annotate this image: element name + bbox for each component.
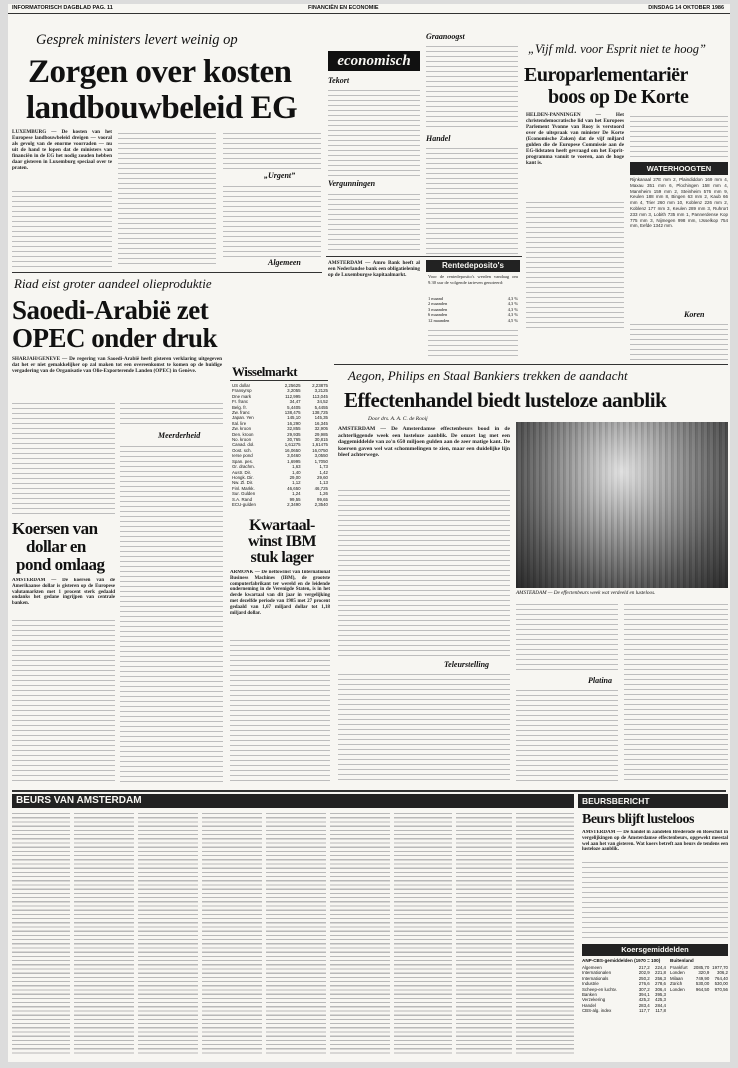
koersgemiddelden-row-cell: Industrie <box>582 981 599 987</box>
beurs-column <box>138 810 198 1056</box>
wisselmarkt-row-cell: 2,23875 <box>312 383 328 388</box>
wisselmarkt-row-cell: ECU-gulden <box>232 501 256 507</box>
header-center: FINANCIËN EN ECONOMIE <box>308 5 379 11</box>
wisselmarkt-row <box>232 502 328 507</box>
wisselmarkt-row-cell: 138,725 <box>312 410 328 416</box>
wisselmarkt-row-cell: 34,52 <box>317 399 328 405</box>
effecten-subhead-platina: Platina <box>588 676 613 685</box>
wisselmarkt-row-cell: No. kroon <box>232 437 252 443</box>
wisselmarkt-row-cell: Span. pes. <box>232 458 253 464</box>
rentedeposito-row <box>428 318 518 323</box>
wisselmarkt-title: Wisselmarkt <box>232 364 298 379</box>
beurs-title: BEURS VAN AMSTERDAM <box>12 794 574 808</box>
koersgemiddelden-row-cell: 283,4 <box>638 1002 650 1008</box>
buitenland-row <box>670 987 728 992</box>
buitenland-row-cell: 320,9 <box>698 970 710 976</box>
beurs-column <box>266 810 326 1056</box>
beurs-column <box>330 810 390 1056</box>
beurs-column <box>12 810 70 1056</box>
wisselmarkt-row-cell: 145,10 <box>287 415 301 421</box>
wisselmarkt-row-cell: Gr. drachm. <box>232 464 255 470</box>
koersgemiddelden-row-cell: 425,2 <box>638 997 650 1003</box>
koersgemiddelden-right-head: Buitenland <box>670 958 694 963</box>
opec-headline-2: OPEC onder druk <box>12 323 218 353</box>
koersgemiddelden-row-cell: 306,4 <box>655 986 666 992</box>
wisselmarkt-row-cell: 1,24 <box>292 491 301 497</box>
koersgemiddelden-row-cell: 394,1 <box>638 992 650 998</box>
wisselmarkt-row-cell: Austr. Dir. <box>232 469 252 475</box>
divider <box>230 380 328 381</box>
effecten-body-2 <box>338 670 510 782</box>
economisch-subhead-vergunningen: Vergunningen <box>328 179 376 188</box>
opec-headline-1: Saoedi-Arabië zet <box>12 295 209 325</box>
koersgemiddelden-row-cell: 221,8 <box>655 970 666 976</box>
ibm-headline-3: stuk lager <box>250 549 314 566</box>
buitenland-row-cell: 1977,70 <box>712 965 728 970</box>
wisselmarkt-row-cell: Belg. fr. <box>232 404 247 410</box>
rentedeposito-row-cell: 4,3 % <box>507 296 518 301</box>
dollar-headline-3: pond omlaag <box>16 555 105 574</box>
beursbericht-body <box>582 858 728 940</box>
wisselmarkt-row-cell: Oost. sch. <box>232 447 252 453</box>
wisselmarkt-row-cell: Zw. kroon <box>232 426 252 432</box>
wisselmarkt-row-cell: 99,55 <box>289 496 301 502</box>
divider <box>334 364 728 365</box>
dollar-headline-1: Koersen van <box>12 519 98 538</box>
koersgemiddelden-row-cell: 224,4 <box>655 965 666 970</box>
economisch-subhead-handel: Handel <box>426 134 451 143</box>
economisch-body-3 <box>426 42 518 130</box>
eg-lead: LUXEMBURG — De kosten van het Europese landbouwbeleid dreigen — vooral als gevolg van de enorme voorraden — nu uit de hand te lopen dat de ministers van financiën in de EG het nodig zouden hebben daar gisteren in Luxemburg speciaal over te praten. <box>12 129 112 171</box>
effecten-subhead-teleurstelling: Teleurstelling <box>444 660 490 669</box>
beurs-column <box>74 810 134 1056</box>
wisselmarkt-row-cell: 1,13 <box>319 480 328 486</box>
koersgemiddelden-row-cell: 250,2 <box>638 975 650 981</box>
eg-subhead-algemeen: Algemeen <box>268 258 301 267</box>
beursbericht-title: BEURSBERICHT <box>578 794 728 808</box>
wisselmarkt-row-cell: 138,475 <box>284 410 301 416</box>
rentedeposito-table <box>428 296 518 323</box>
koersgemiddelden-row-cell: CBS-alg. index <box>582 1008 612 1014</box>
wisselmarkt-row-cell: Finl. Markk. <box>232 485 255 491</box>
wisselmarkt-row-cell: 3,0460 <box>287 453 301 459</box>
eg-kicker: Gesprek ministers levert weinig op <box>36 32 238 48</box>
wisselmarkt-row-cell: Fr. franc <box>232 399 249 405</box>
koersgemiddelden-row-cell: Handel <box>582 1002 596 1008</box>
koersgemiddelden-row-cell: 117,8 <box>655 1008 666 1014</box>
koersgemiddelden-row-cell: 278,6 <box>655 981 666 987</box>
wisselmarkt-row-cell: 1,42 <box>319 469 328 475</box>
economisch-body-4 <box>426 144 518 254</box>
wisselmarkt-row-cell: 29,00 <box>289 474 301 480</box>
opec-body-col-2b <box>120 442 223 782</box>
ibm-body <box>230 636 330 782</box>
beursbericht-headline: Beurs blijft lusteloos <box>582 812 694 827</box>
buitenland-row-cell: 970,56 <box>714 986 728 992</box>
opec-body-col-1 <box>12 399 115 517</box>
rentedeposito-row-cell: 2 maanden <box>428 301 448 307</box>
buitenland-row-cell: 764,40 <box>714 975 728 981</box>
ibm-lead: ARMONK — De nettowinst van International Business Machines (IBM), de grootste computerfabrikant ter wereld en de leidende onderneming in de Verenigde Staten, is in het derde kwartaal van dit jaar in vergelijking met dezelfde periode van 1985 met 27 procent gedaald van 1,67 miljard dollar tot 1,18 miljard dollar. <box>230 570 330 616</box>
buitenland-row-cell: 964,50 <box>695 986 710 992</box>
buitenland-row-cell: 530,00 <box>714 981 728 987</box>
koersgemiddelden-row-cell: 117,7 <box>639 1008 650 1014</box>
effecten-headline: Effectenhandel biedt lusteloze aanblik <box>344 388 667 412</box>
wisselmarkt-row-cell: 1,63 <box>292 464 301 470</box>
opec-lead: SHARJAH/GENEVE — De regering van Saoedi-Arabië heeft gisteren verklaring uitgegeven dat het er niet gemakkelijker op zal maken tot een overeenkomst te komen op de huidige vergadering van de Organisatie van Olie-Exporterende Landen (OPEC) in Genève. <box>12 356 222 374</box>
buitenland-row-cell: Frankfurt <box>670 965 688 970</box>
wisselmarkt-row-cell: 16,345 <box>314 420 328 426</box>
wisselmarkt-row-cell: Ierse pond <box>232 453 253 459</box>
effecten-byline: Door drs. A. A. C. de Rooij <box>368 416 428 422</box>
opec-kicker: Riad eist groter aandeel olieproduktie <box>14 276 212 291</box>
beurs-column <box>202 810 262 1056</box>
rentedeposito-row-cell: 4,5 % <box>507 317 518 323</box>
effecten-body-5 <box>624 600 728 782</box>
parlement-lead: HELDEN-PANNINGEN — Het christendemocratische lid van het Europees Parlement Yvonne van Rooy is verstoord over de uitspraak van minister De Korte (Economische Zaken) dat de vijf miljard gulden die de Europese Commissie aan de EG-lidstaten heeft gevraagd om het Esprit-programma vanuit te voeren, aan de hoge kant is. <box>526 112 624 166</box>
wisselmarkt-row-cell: 5,4455 <box>314 404 328 410</box>
koersgemiddelden-row-cell: 256,3 <box>655 975 666 981</box>
parlement-headline-2: boos op De Korte <box>548 86 689 108</box>
eg-body-col-1 <box>12 187 112 267</box>
eg-headline-2: landbouwbeleid EG <box>26 90 298 126</box>
wisselmarkt-row-cell: 1,73 <box>319 464 328 470</box>
rentedeposito-row-cell: 3 maanden <box>428 306 448 312</box>
wisselmarkt-row-cell: 112,995 <box>285 393 301 399</box>
ibm-headline-2: winst IBM <box>248 533 316 550</box>
wisselmarkt-row-cell: Canad. dol. <box>232 442 255 448</box>
dollar-lead: AMSTERDAM — De koersen van de Amerikaanse dollar is gisteren op de Europese valutamarkten met 1 procent sterk gedaald ondanks het gedane ingrijpen van centrale banken. <box>12 578 115 607</box>
buitenland-row-cell: 749,90 <box>695 975 710 981</box>
koersgemiddelden-row-cell: 217,2 <box>638 965 650 970</box>
beurs-column <box>394 810 452 1056</box>
dollar-headline-2: dollar en <box>26 537 86 556</box>
wisselmarkt-row-cell: Den. kroon <box>232 431 254 437</box>
wisselmarkt-row-cell: 16,0650 <box>284 447 301 453</box>
wisselmarkt-row-cell: Zw. franc <box>232 410 250 416</box>
wisselmarkt-row-cell: 2,25625 <box>284 383 301 388</box>
newspaper-page <box>8 4 730 1062</box>
wisselmarkt-row-cell: 99,65 <box>317 496 328 502</box>
wisselmarkt-row-cell: Sur. Gulden <box>232 491 256 497</box>
parlement-kicker: „Vijf mld. voor Esprit niet te hoog” <box>528 42 706 56</box>
koersgemiddelden-row-cell: 276,6 <box>638 981 650 987</box>
wisselmarkt-row-cell: 2,3540 <box>314 501 328 507</box>
ibm-headline-1: Kwartaal- <box>249 517 315 534</box>
wisselmarkt-row-cell: 32,905 <box>314 426 328 432</box>
rentedeposito-row-cell: 6 maanden <box>428 312 448 318</box>
waterhoogten-title: WATERHOOGTEN <box>630 162 728 175</box>
wisselmarkt-row-cell: 3,0550 <box>314 453 328 459</box>
rentedeposito-body <box>428 326 518 360</box>
wisselmarkt-table <box>232 383 328 507</box>
economisch-body-1 <box>328 86 420 176</box>
wisselmarkt-row-cell: 5,4405 <box>287 404 301 410</box>
wisselmarkt-row-cell: 29,985 <box>314 431 328 437</box>
economisch-subhead-tekort: Tekort <box>328 76 350 85</box>
beurs-column <box>456 810 512 1056</box>
beurs-column <box>516 810 574 1056</box>
wisselmarkt-row-cell: Fransyrsp <box>232 388 252 394</box>
rentedeposito-title: Rentedeposito's <box>426 260 520 272</box>
photo-caption: AMSTERDAM — De effectenbeurs week wat verdeeld en lusteloos. <box>516 590 656 596</box>
wisselmarkt-row-cell: 46,725 <box>314 485 328 491</box>
amro-lead: AMSTERDAM — Amro Bank heeft al een Nederlandse bank een obligatielening op de Luxemburgse kapitaalmarkt. <box>328 260 420 278</box>
wisselmarkt-row-cell: 1,26 <box>319 491 328 497</box>
wisselmarkt-row-cell: 1,7050 <box>314 458 328 464</box>
eg-body-col-3 <box>223 129 321 169</box>
buitenland-row-cell: Londen <box>670 970 685 976</box>
koersgemiddelden-row-cell: Banken <box>582 992 597 998</box>
rentedeposito-row-cell: 4,3 % <box>507 301 518 307</box>
wisselmarkt-row-cell: 3,2055 <box>287 388 301 394</box>
stock-exchange-photo <box>516 422 728 588</box>
buitenland-table <box>670 965 728 992</box>
koersgemiddelden-row-cell: 425,3 <box>655 997 666 1003</box>
koersgemiddelden-row-cell: 284,4 <box>655 1002 666 1008</box>
wisselmarkt-row-cell: 29,935 <box>287 431 301 437</box>
parlement-body-col-2 <box>630 112 728 158</box>
wisselmarkt-row-cell: 32,855 <box>287 426 301 432</box>
koersgemiddelden-row-cell: Scheep-en luchtv. <box>582 986 617 992</box>
rentedeposito-row-cell: 4,3 % <box>507 312 518 318</box>
koersgemiddelden-table <box>582 965 666 1014</box>
divider <box>326 256 522 257</box>
wisselmarkt-row-cell: 30,815 <box>314 437 328 443</box>
wisselmarkt-row-cell: 16,0750 <box>312 447 328 453</box>
koersgemiddelden-row-cell: 307,2 <box>638 986 650 992</box>
wisselmarkt-row-cell: 29,60 <box>317 474 328 480</box>
buitenland-row-cell: 530,00 <box>695 981 710 987</box>
buitenland-row-cell: 2085,70 <box>693 965 710 970</box>
wisselmarkt-row-cell: 1,40 <box>292 469 301 475</box>
buitenland-row-cell: Zürich <box>670 981 683 987</box>
header-right: DINSDAG 14 OKTOBER 1986 <box>648 5 724 11</box>
koersgemiddelden-row <box>582 1008 666 1013</box>
buitenland-row <box>670 981 728 986</box>
wisselmarkt-row-cell: Japan. Yen <box>232 415 254 421</box>
parlement-subhead-koren: Koren <box>684 310 705 319</box>
page-header <box>8 4 730 14</box>
koersgemiddelden-row-cell: Internationals <box>582 975 609 981</box>
header-left: INFORMATORISCH DAGBLAD PAG. 11 <box>12 5 113 11</box>
opec-subhead-meerderheid: Meerderheid <box>158 431 201 440</box>
koersgemiddelden-row-cell: Internationalen <box>582 970 612 976</box>
effecten-body-4 <box>516 686 618 782</box>
parlement-body-col-1 <box>526 198 624 328</box>
rentedeposito-row-cell: 4,3 % <box>507 306 518 312</box>
wisselmarkt-row-cell: 46,650 <box>287 485 301 491</box>
economisch-logo: economisch <box>328 51 420 71</box>
eg-subhead-urgent: „Urgent” <box>264 171 296 180</box>
wisselmarkt-row-cell: 3,2125 <box>314 388 328 394</box>
rentedeposito-row-cell: 12 maanden <box>428 317 450 323</box>
economisch-body-2 <box>328 190 420 252</box>
opec-body-col-2 <box>120 399 223 427</box>
wisselmarkt-row-cell: 1,61475 <box>312 442 328 448</box>
buitenland-row-cell: Londen <box>670 986 685 992</box>
dollar-body <box>12 616 115 782</box>
parlement-headline-1: Europarlementariër <box>524 64 688 86</box>
effecten-body-1 <box>338 486 510 656</box>
parlement-body-col-2b <box>630 320 728 360</box>
wisselmarkt-row-cell: 1,61275 <box>284 442 301 448</box>
divider <box>12 272 322 273</box>
divider <box>12 790 726 792</box>
wisselmarkt-row-cell: 34,47 <box>289 399 301 405</box>
beursbericht-lead: AMSTERDAM — De handel in aandelen Brederode en Boeschut in vergelijkingen op de Amsterdamse effectenbeurs, opgewekt meestal wel aan het van gisteren. Wat koers betreft aan beurs de tendens een lusteloze aanblik. <box>582 830 728 853</box>
wisselmarkt-row-cell: 1,6995 <box>287 458 301 464</box>
koersgemiddelden-title: Koersgemiddelden <box>582 944 728 956</box>
wisselmarkt-row-cell: US dollar <box>232 383 251 388</box>
wisselmarkt-row-cell: 113,045 <box>312 393 328 399</box>
wisselmarkt-row-cell: Ital. lire <box>232 420 247 426</box>
buitenland-row-cell: Milaan <box>670 975 683 981</box>
buitenland-row-cell: 306,2 <box>717 970 728 976</box>
waterhoogten-text: Rijnkanaal 27E mm 2, Plaindiddon 169 mm 4, Maxau 351 mm 6, Plochingen 158 mm 4, Mannheim 159 mm 2, Steinheim 576 mm 9, Keulen 188 mm 8, Bingen 63 mm 2, Kaub 66 mm 4, Trier 260 mm 10, Koblenz 226 mm 2, Koblenz 177 mm 3, Keulen 289 mm 3, Ruhrort 233 mm 3, Lobith 735 mm 1, Pannerdense Kop 775 mm 3, Nijmegen 998 mm, IJsselkop 754 mm, Eefde 1342 mm. <box>630 177 728 229</box>
wisselmarkt-row-cell: 16,290 <box>287 420 301 426</box>
wisselmarkt-row-cell: 30,765 <box>287 437 301 443</box>
wisselmarkt-row-cell: Dne mark <box>232 393 252 399</box>
wisselmarkt-row-cell: Hongk. Dir. <box>232 474 254 480</box>
koersgemiddelden-row-cell: 202,9 <box>638 970 650 976</box>
rentedeposito-intro: Voor de rentedeposito's werden vandaag om 9.30 uur de volgende tarieven genoteerd: <box>428 274 518 285</box>
effecten-body-3 <box>516 600 618 674</box>
economisch-subhead-graanoogst: Graanoogst <box>426 32 465 41</box>
wisselmarkt-row-cell: 145,35 <box>314 415 328 421</box>
wisselmarkt-row-cell: 1,12 <box>292 480 301 486</box>
eg-headline-1: Zorgen over kosten <box>28 54 292 90</box>
effecten-kicker: Aegon, Philips en Staal Bankiers trekken de aandacht <box>348 368 628 383</box>
wisselmarkt-row-cell: 2,3490 <box>287 501 301 507</box>
eg-body-col-2 <box>118 129 216 267</box>
effecten-lead: AMSTERDAM — De Amsterdamse effectenbeurs bood in de achterliggende week een lusteloze aanblik. De omzet lag met een daggemiddelde van zo'n 650 miljoen gulden aan de zeer matige kant. De koersen gaven wel wat schommelingen te zien, maar een duidelijke lijn bleef achterwege. <box>338 426 510 459</box>
rentedeposito-row-cell: 1 maand <box>428 296 443 301</box>
koersgemiddelden-row-cell: 395,3 <box>655 992 666 998</box>
koersgemiddelden-left-head: ANP-CBS-gemiddelden (1970 = 100) <box>582 958 661 963</box>
koersgemiddelden-row-cell: Algemeen <box>582 965 602 970</box>
wisselmarkt-row-cell: Nw. Zl. Dir. <box>232 480 254 486</box>
eg-body-col-3b <box>223 182 321 257</box>
koersgemiddelden-row-cell: Verzekering <box>582 997 606 1003</box>
wisselmarkt-row-cell: S.A. Rand <box>232 496 253 502</box>
